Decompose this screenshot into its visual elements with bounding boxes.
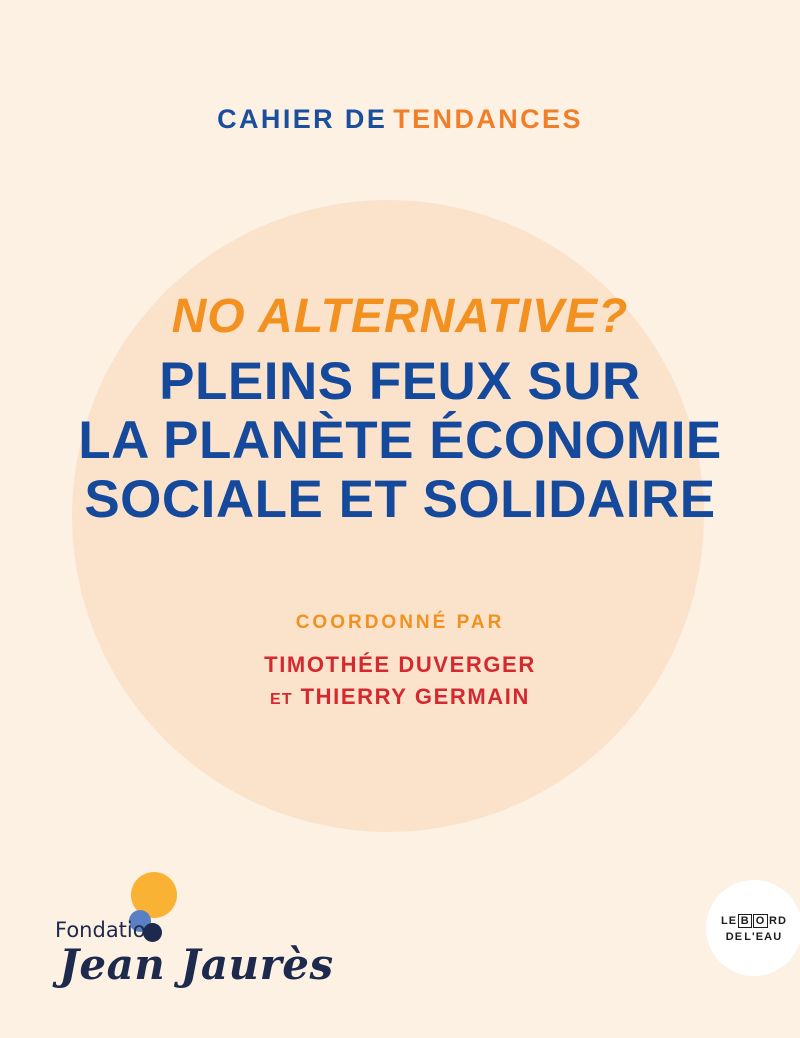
credits-author-2-name: THIERRY GERMAIN xyxy=(300,684,530,709)
cover-title xyxy=(0,290,800,530)
publisher-logo-inner xyxy=(706,880,800,976)
publisher-logo-le: LE xyxy=(720,914,738,927)
credits-conjunction: ET xyxy=(270,691,293,708)
title-line-3: SOCIALE ET SOLIDAIRE xyxy=(84,470,716,530)
publisher-logo-line-2 xyxy=(726,931,783,943)
le-bord-de-leau-logo xyxy=(706,880,800,976)
cover-header xyxy=(0,104,800,135)
credits-author-2 xyxy=(0,684,800,710)
publisher-logo-rd: RD xyxy=(768,914,788,927)
header-highlight: TENDANCES xyxy=(393,104,583,134)
fondation-jean-jaures-logo xyxy=(55,868,334,989)
publisher-logo-de: DE xyxy=(725,930,744,943)
header-prefix: CAHIER DE xyxy=(217,104,388,134)
title-line-1: PLEINS FEUX SUR xyxy=(159,351,641,411)
title-line-alternative: NO ALTERNATIVE? xyxy=(171,290,629,343)
publisher-logo-b: B xyxy=(738,914,752,928)
foundation-logo-line-2: Jean Jaurès xyxy=(59,940,334,989)
foundation-logo-line-1: Fondation xyxy=(55,918,159,942)
cover-credits xyxy=(0,612,800,710)
publisher-logo-o: O xyxy=(753,914,768,928)
credits-label: COORDONNÉ PAR xyxy=(295,612,505,633)
publisher-logo-leau: L'EAU xyxy=(744,930,783,943)
title-line-2: LA PLANÈTE ÉCONOMIE xyxy=(78,411,722,471)
credits-author-1: TIMOTHÉE DUVERGER xyxy=(264,652,536,677)
publisher-logo-line-1 xyxy=(721,914,787,928)
